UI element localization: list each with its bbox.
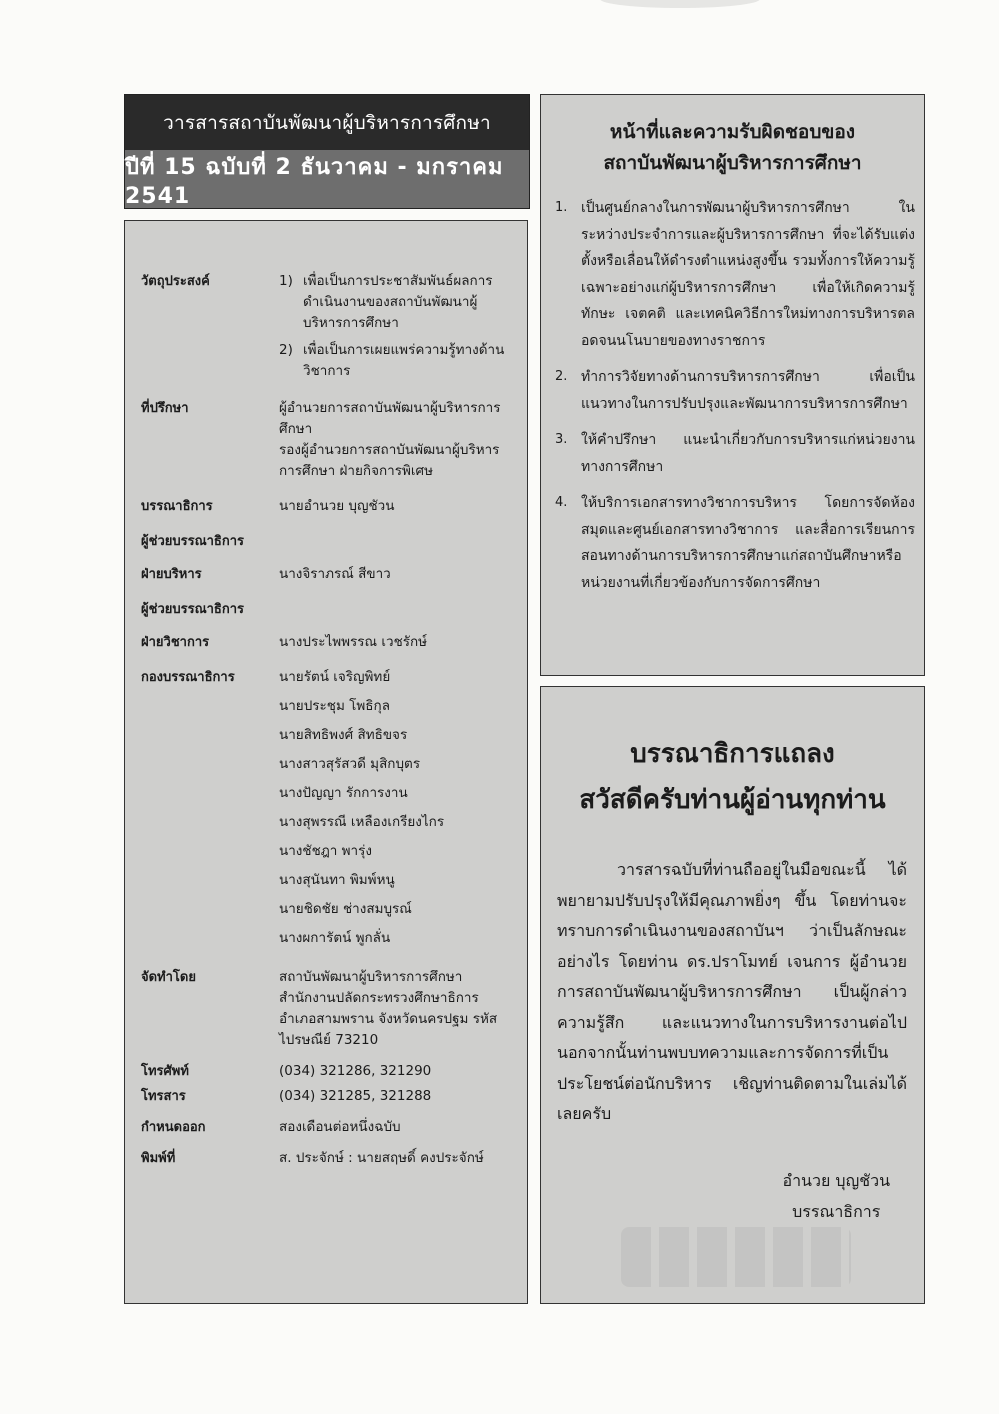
assistant-academic-sublabel: ฝ่ายวิชาการ [141, 635, 210, 650]
journal-header [124, 94, 530, 209]
masthead-info [141, 271, 513, 1179]
board-member: นางสุนันทา พิมพ์หนู [279, 872, 395, 888]
schedule-label: กำหนดออก [141, 1120, 206, 1135]
assistant-academic-name: นางประไพพรรณ เวชรักษ์ [279, 634, 428, 650]
objective-item: 2) เพื่อเป็นการเผยแพร่ความรู้ทางด้านวิชาการ [279, 342, 505, 379]
objective-label: วัตถุประสงค์ [141, 274, 210, 289]
board-member: นายสิทธิพงศ์ สิทธิขจร [279, 727, 408, 743]
fax-number: (034) 321285, 321288 [279, 1088, 432, 1104]
signer-name: อำนวย บุญชัวน [782, 1171, 890, 1190]
duty-item: 3. ให้คำปรึกษา แนะนำเกี่ยวกับการบริหารแก่หน่วยงานทางการศึกษา [555, 432, 915, 475]
schedule-value: สองเดือนต่อหนึ่งฉบับ [279, 1119, 401, 1135]
printer-label: พิมพ์ที่ [141, 1151, 176, 1166]
signer-role: บรรณาธิการ [792, 1202, 881, 1221]
editorial-box [540, 686, 925, 1304]
editor-row [141, 496, 513, 517]
assistant-admin-label: ผู้ช่วยบรรณาธิการ [141, 534, 245, 549]
editorial-title: บรรณาธิการแถลง สวัสดีครับท่านผู้อ่านทุกท่าน [579, 739, 886, 815]
printer-row [141, 1148, 513, 1169]
board-member: นางผการัตน์ พูกลั่น [279, 930, 391, 946]
duties-list [555, 195, 915, 606]
producer-row [141, 967, 513, 1051]
board-member: นายชิดชัย ช่างสมบูรณ์ [279, 901, 412, 917]
producer-label: จัดทำโดย [141, 970, 196, 985]
board-member: นายรัตน์ เจริญพิทย์ [279, 669, 391, 685]
producer-address: สถาบันพัฒนาผู้บริหารการศึกษา สำนักงานปลัดกระทรวงศึกษาธิการ อำเภอสามพราน จังหวัดนครปฐม รหัสไปรษณีย์ 73210 [279, 969, 498, 1048]
objective-row [141, 271, 513, 388]
advisor-label: ที่ปรึกษา [141, 401, 189, 416]
masthead-box [124, 220, 528, 1304]
editorial-body: วารสารฉบับที่ท่านถืออยู่ในมือขณะนี้ ได้พยายามปรับปรุงให้มีคุณภาพยิ่งๆ ขึ้น โดยท่านจะทราบการดำเนินงานของสถาบันฯ ว่าเป็นลักษณะอย่างไร โดยท่าน ดร.ปราโมทย์ เจนการ ผู้อำนวยการสถาบันพัฒนาผู้บริหารการศึกษา เป็นผู้กล่าวความรู้สึก และแนวทางในการบริหารงานต่อไป นอกจากนั้นท่านพบบทความและการจัดการที่เป็นประโยชน์ต่อนักบริหาร เชิญท่านติดตามในเล่มได้เลยครับ [557, 860, 907, 1123]
duties-box [540, 94, 925, 676]
issue-line: ปีที่ 15 ฉบับที่ 2 ธันวาคม - มกราคม 2541 [125, 150, 529, 208]
advisor-row [141, 398, 513, 482]
page-edge-shadow [600, 0, 760, 8]
assistant-academic-label: ผู้ช่วยบรรณาธิการ [141, 602, 245, 617]
duties-title: หน้าที่และความรับผิดชอบของ สถาบันพัฒนาผู้บริหารการศึกษา [603, 121, 862, 174]
phone-label: โทรศัพท์ [141, 1064, 189, 1079]
board-row [141, 667, 513, 957]
fax-row [141, 1086, 513, 1107]
assistant-admin-sublabel: ฝ่ายบริหาร [141, 567, 202, 582]
printer-value: ส. ประจักษ์ : นายสฤษดิ์ คงประจักษ์ [279, 1150, 484, 1166]
editor-label: บรรณาธิการ [141, 499, 213, 514]
assistant-academic-row [141, 599, 513, 653]
board-member: นายประชุม โพธิกุล [279, 698, 390, 714]
schedule-row [141, 1117, 513, 1138]
duty-item: 4. ให้บริการเอกสารทางวิชาการบริหาร โดยการจัดห้องสมุดและศูนย์เอกสารทางวิชาการ และสื่อการเรียนการสอนทางด้านการบริหารการศึกษาแก่สถาบันศึกษาหรือหน่วยงานที่เกี่ยวข้องกับการจัดการศึกษา [555, 495, 915, 591]
journal-title: วารสารสถาบันพัฒนาผู้บริหารการศึกษา [125, 95, 529, 150]
assistant-admin-row [141, 531, 513, 585]
phone-row [141, 1061, 513, 1082]
board-member: นางชัชฎา พารุ่ง [279, 843, 372, 859]
assistant-admin-name: นางจิราภรณ์ สีขาว [279, 566, 391, 582]
board-member: นางสาวสุรัสวดี มุสิกบุตร [279, 756, 421, 772]
bleed-through-text [621, 1227, 851, 1287]
duty-item: 2. ทำการวิจัยทางด้านการบริหารการศึกษา เพื่อเป็นแนวทางในการปรับปรุงและพัฒนาการบริหารการศึกษา [555, 369, 915, 412]
advisor-line: ผู้อำนวยการสถาบันพัฒนาผู้บริหารการศึกษา [279, 400, 501, 437]
objective-item: 1) เพื่อเป็นการประชาสัมพันธ์ผลการดำเนินงานของสถาบันพัฒนาผู้บริหารการศึกษา [279, 273, 493, 331]
duty-item: 1. เป็นศูนย์กลางในการพัฒนาผู้บริหารการศึกษา ในระหว่างประจำการและผู้บริหารการศึกษา ที่จะได้รับแต่งตั้งหรือเลื่อนให้ดำรงตำแหน่งสูงขึ้น รวมทั้งการให้ความรู้เฉพาะอย่างแก่ผู้บริหารการศึกษา เพื่อให้เกิดความรู้ ทักษะ เจตคติ และเทคนิควิธีการใหม่ทางการบริหารตลอดจนนโนบายของทางราชการ [555, 200, 915, 349]
board-member: นางปัญญา รักการงาน [279, 785, 408, 801]
editor-name: นายอำนวย บุญชัวน [279, 498, 395, 514]
fax-label: โทรสาร [141, 1089, 186, 1104]
editorial-signature [782, 1165, 890, 1227]
board-label: กองบรรณาธิการ [141, 670, 235, 685]
board-member: นางสุพรรณี เหลืองเกรียงไกร [279, 814, 445, 830]
advisor-line: รองผู้อำนวยการสถาบันพัฒนาผู้บริหารการศึกษา ฝ่ายกิจการพิเศษ [279, 442, 500, 479]
phone-number: (034) 321286, 321290 [279, 1063, 432, 1079]
